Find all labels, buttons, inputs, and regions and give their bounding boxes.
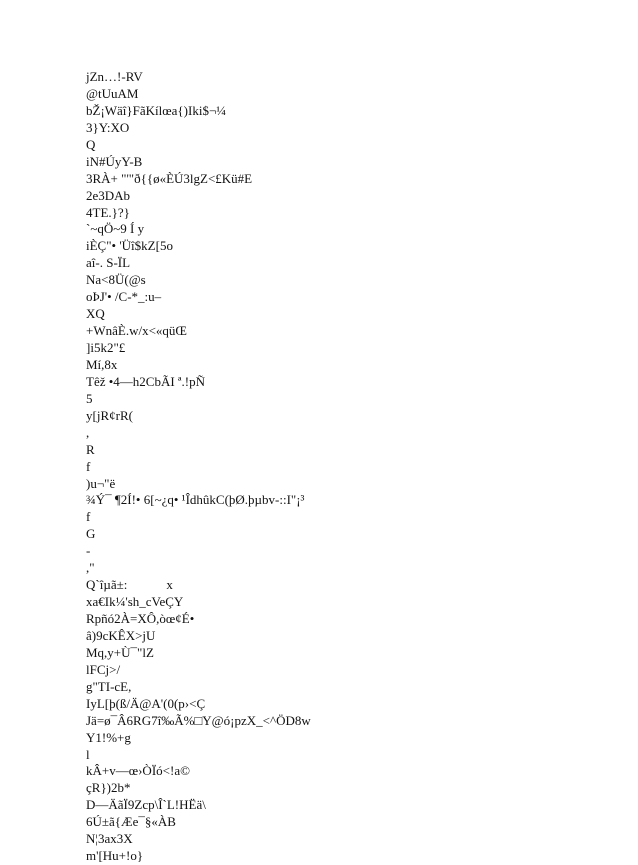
text-line: iÈÇ"• 'Üî$kZ[5o bbox=[86, 238, 173, 254]
text-line: G bbox=[86, 526, 96, 542]
text-line: Q`îµã±: x bbox=[86, 577, 173, 593]
text-line: ]i5k2"£ bbox=[86, 340, 126, 355]
text-line: â)9cKÊX>jU bbox=[86, 627, 156, 643]
text-line: 3RÀ+ "'"ð{{ø«ÈÚ3lgZ<£Kü#E bbox=[86, 170, 253, 186]
text-line: @tUuAM bbox=[86, 85, 139, 101]
text-line: +WnâÈ.w/x<«qüŒ bbox=[86, 323, 187, 339]
text-line: f bbox=[86, 509, 91, 525]
text-line: xa€Ik¼'sh_cVeÇY bbox=[86, 594, 184, 610]
document-text-block bbox=[86, 69, 566, 865]
text-line: 5 bbox=[86, 390, 93, 406]
text-line: `~qÖ~9 Í y bbox=[86, 221, 145, 237]
text-line: jZn…!-RV bbox=[86, 69, 143, 84]
text-line: ," bbox=[86, 560, 95, 576]
text-line: Jä=ø¯Â6RG7î‰Ã%□Y@ó¡pzX_<^ÖD8w bbox=[86, 712, 311, 728]
text-line: iN#ÚyY-B bbox=[86, 153, 143, 169]
text-line: Rpñó2À=XÔ,òœ¢É• bbox=[86, 611, 195, 626]
text-line: XQ bbox=[86, 306, 105, 322]
text-line: N¦3ax3X bbox=[86, 831, 133, 847]
text-line: Têž •4—h2CbÃI ª.!pÑ bbox=[86, 373, 205, 389]
text-line: oÞJ'• /C-*_:u– bbox=[86, 289, 162, 305]
text-line: - bbox=[86, 543, 91, 559]
text-line: D—ÄãÏ9Zcp\Î`L!HËä\ bbox=[86, 797, 206, 813]
text-line: , bbox=[86, 424, 90, 440]
text-line: kÂ+v—œ›ÒÏó<!a© bbox=[86, 763, 190, 779]
text-line: lFCj>/ bbox=[86, 661, 121, 677]
text-line: Y1!%+g bbox=[86, 729, 131, 745]
text-line: aî-. S-ÏL bbox=[86, 255, 131, 271]
text-line: IyL[þ(ß/Ä@A'(0(p›<Ç bbox=[86, 695, 206, 711]
text-line: 2e3DAb bbox=[86, 187, 131, 203]
text-line: çR})2b* bbox=[86, 780, 131, 796]
text-line: Mí,8x bbox=[86, 356, 118, 372]
text-line: Q bbox=[86, 136, 96, 152]
text-line: 4TE.}?} bbox=[86, 204, 130, 220]
text-line: )u¬"ë bbox=[86, 475, 116, 491]
text-line: Mq,y+Ù¯"lZ bbox=[86, 644, 154, 660]
text-line: 3}Y:XO bbox=[86, 119, 130, 135]
text-line: g"TI-cE, bbox=[86, 678, 132, 694]
text-line: ¾Ý¯ ¶2Í!• 6[~¿q• ¹ÎdhûkC(þØ.þµbv-::I"¡³ bbox=[86, 492, 305, 508]
text-line: 6Ú±ã{Æe¯§«ÀB bbox=[86, 814, 176, 830]
text-line: l bbox=[86, 746, 90, 762]
text-line: m'[Hu+!o} bbox=[86, 848, 144, 864]
text-line: R bbox=[86, 441, 95, 457]
text-line: y[jR¢rR( bbox=[86, 407, 133, 423]
text-line: bŽ¡Wäî}FãKílœa{)Iki$¬¼ bbox=[86, 102, 227, 118]
text-line: Na<8Ü(@s bbox=[86, 272, 146, 288]
text-line: f bbox=[86, 458, 91, 474]
